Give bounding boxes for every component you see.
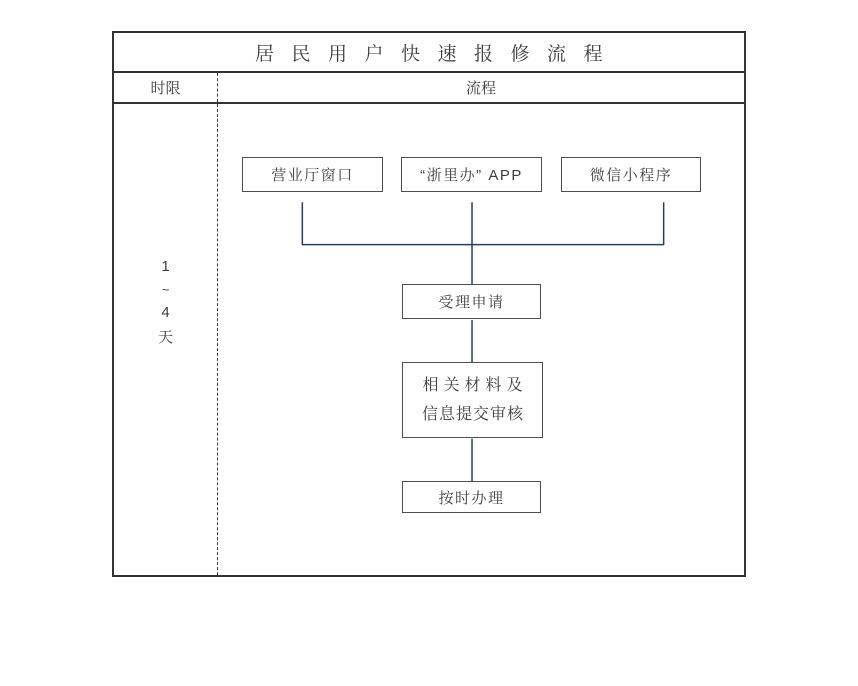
time-limit-tilde: ~ <box>161 282 170 297</box>
table-body-row <box>114 104 744 575</box>
step-box-materials-review <box>402 362 543 438</box>
channel-box-wechat-miniprogram: 微信小程序 <box>561 157 701 192</box>
step-review-line-2: 信息提交审核 <box>421 406 524 423</box>
time-limit-column-header: 时限 <box>114 73 218 102</box>
time-limit-value <box>114 104 218 575</box>
channel-box-service-hall: 营业厅窗口 <box>242 157 383 192</box>
table-header-row <box>114 73 744 104</box>
process-column-header: 流程 <box>465 80 496 97</box>
channel-box-zheliban-app: “浙里办” APP <box>401 157 542 192</box>
chart-title: 居民用户快速报修流程 <box>114 33 744 73</box>
time-limit-line-1: 1 <box>161 258 170 275</box>
time-limit-line-4: 4 <box>161 304 170 321</box>
step-review-line-1: 相关材料及 <box>422 377 528 394</box>
step-box-accept-application: 受理申请 <box>402 284 541 319</box>
step-box-timely-processing: 按时办理 <box>402 481 541 513</box>
flowchart-table <box>112 31 746 577</box>
flow-diagram-area <box>218 104 744 575</box>
time-limit-line-day: 天 <box>157 329 173 346</box>
